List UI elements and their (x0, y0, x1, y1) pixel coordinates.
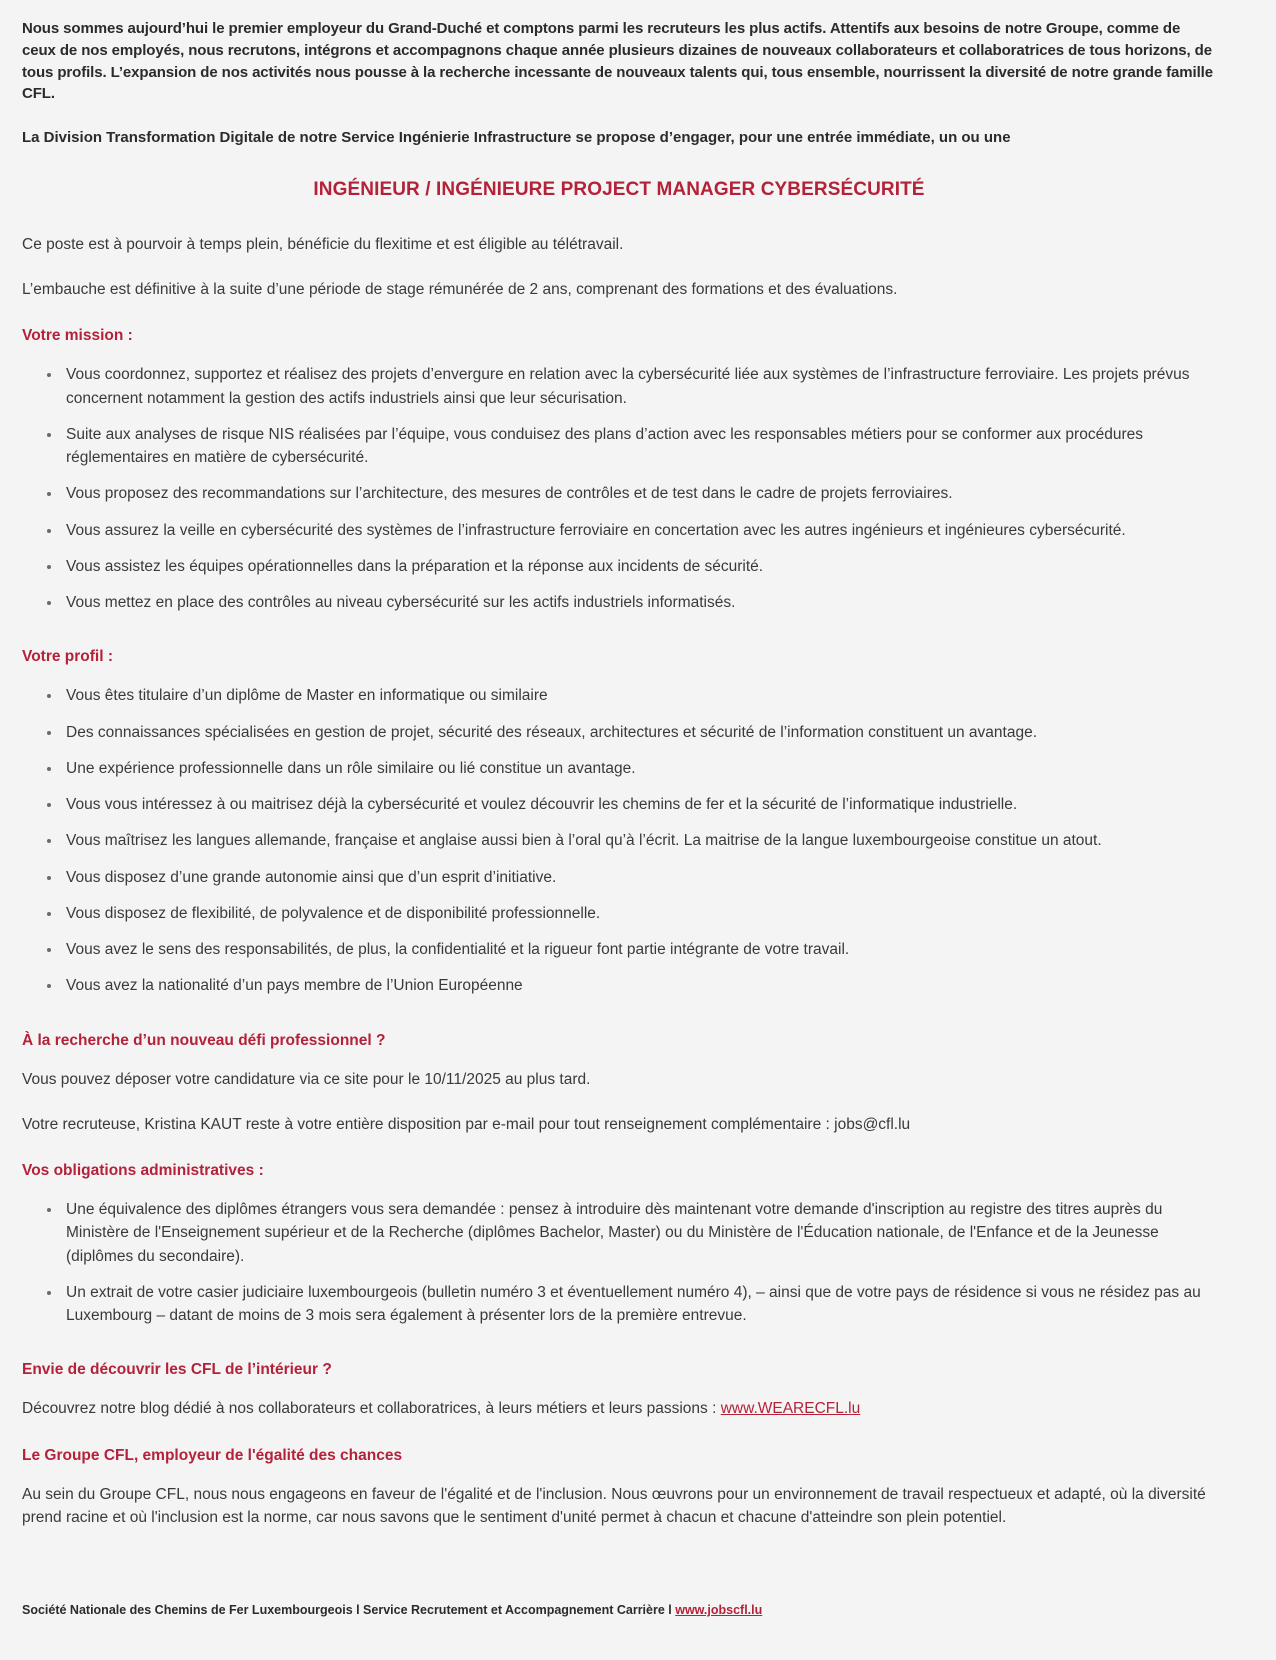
section-heading-profile: Votre profil : (22, 648, 113, 666)
discover-text: Découvrez notre blog dédié à nos collaborateurs et collaboratrices, à leurs métiers et leurs passions : (22, 1400, 721, 1418)
page-title: INGÉNIEUR / INGÉNIEURE PROJECT MANAGER CYBERSÉCURITÉ (313, 178, 925, 200)
list-item: Vous vous intéressez à ou maitrisez déjà la cybersécurité et voulez découvrir les chemins de fer et la sécurité de l’informatique industrielle. (22, 793, 1216, 816)
profile-list (22, 684, 1216, 997)
conditions-paragraph-1: Ce poste est à pourvoir à temps plein, bénéficie du flexitime et est éligible au télétravail. (22, 235, 624, 253)
section-heading-discover: Envie de découvrir les CFL de l’intérieur ? (22, 1361, 332, 1379)
list-item: Vous disposez de flexibilité, de polyvalence et de disponibilité professionnelle. (22, 902, 1216, 925)
document-footer (22, 1585, 1216, 1617)
discover-paragraph (22, 1397, 1216, 1420)
list-item: Une expérience professionnelle dans un rôle similaire ou lié constitue un avantage. (22, 757, 1216, 780)
lead-paragraph: La Division Transformation Digitale de notre Service Ingénierie Infrastructure se propose d’engager, pour une entrée immédiate, un ou une (22, 129, 1011, 146)
intro-paragraph: Nous sommes aujourd’hui le premier employeur du Grand-Duché et comptons parmi les recruteurs les plus actifs. Attentifs aux besoins de notre Groupe, comme de ceux de nos employés, nous recrutons, intégrons et accompagnons chaque année plusieurs dizaines de nouveaux collaborateurs et collaboratrices de tous horizons, de tous profils. L’expansion de nos activités nous pousse à la recherche incessante de nouveaux talents qui, tous ensemble, nourrissent la diversité de notre grande famille CFL. (22, 20, 1213, 103)
list-item: Vous avez la nationalité d’un pays membre de l’Union Européenne (22, 974, 1216, 997)
list-item: Vous assurez la veille en cybersécurité des systèmes de l’infrastructure ferroviaire en concertation avec les autres ingénieurs et ingénieures cybersécurité. (22, 519, 1216, 542)
list-item: Une équivalence des diplômes étrangers vous sera demandée : pensez à introduire dès maintenant votre demande d'inscription au registre des titres auprès du Ministère de l'Enseignement supérieur et de la Recherche (diplômes Bachelor, Master) ou du Ministère de l'Éducation nationale, de l'Enfance et de la Jeunesse (diplômes du secondaire). (22, 1198, 1216, 1268)
list-item: Vous êtes titulaire d’un diplôme de Master en informatique ou similaire (22, 684, 1216, 707)
administrative-list (22, 1198, 1216, 1327)
section-heading-mission: Votre mission : (22, 327, 133, 345)
list-item: Suite aux analyses de risque NIS réalisées par l’équipe, vous conduisez des plans d’action avec les responsables métiers pour se conformer aux procédures réglementaires en matière de cybersécurité. (22, 423, 1216, 470)
list-item: Vous disposez d’une grande autonomie ainsi que d’un esprit d’initiative. (22, 866, 1216, 889)
equality-paragraph: Au sein du Groupe CFL, nous nous engageons en faveur de l'égalité et de l'inclusion. Nous œuvrons pour un environnement de travail respectueux et adapté, où la diversité prend racine et où l'inclusion est la norme, car nous savons que le sentiment d'unité permet à chacun et chacune d'atteindre son plein potentiel. (22, 1485, 1206, 1526)
list-item: Vous avez le sens des responsabilités, de plus, la confidentialité et la rigueur font partie intégrante de votre travail. (22, 938, 1216, 961)
mission-list (22, 363, 1216, 614)
list-item: Vous maîtrisez les langues allemande, française et anglaise aussi bien à l’oral qu’à l’écrit. La maitrise de la langue luxembourgeoise constitue un atout. (22, 829, 1216, 852)
list-item: Des connaissances spécialisées en gestion de projet, sécurité des réseaux, architectures et sécurité de l’information constituent un avantage. (22, 721, 1216, 744)
wearecfl-link[interactable]: www.WEARECFL.lu (720, 1400, 861, 1418)
list-item: Vous mettez en place des contrôles au niveau cybersécurité sur les actifs industriels informatisés. (22, 591, 1216, 614)
jobscfl-link[interactable]: www.jobscfl.lu (675, 1603, 763, 1617)
section-heading-challenge: À la recherche d’un nouveau défi professionnel ? (22, 1031, 386, 1049)
list-item: Vous coordonnez, supportez et réalisez des projets d’envergure en relation avec la cybersécurité liée aux systèmes de l’infrastructure ferroviaire. Les projets prévus concernent notamment la gestion des actifs industriels ainsi que leur sécurisation. (22, 363, 1216, 410)
application-deadline-paragraph: Vous pouvez déposer votre candidature via ce site pour le 10/11/2025 au plus tard. (22, 1070, 591, 1088)
footer-text: Société Nationale des Chemins de Fer Luxembourgeois l Service Recrutement et Accompagnement Carrière l (22, 1603, 676, 1617)
section-heading-administrative: Vos obligations administratives : (22, 1162, 264, 1179)
list-item: Vous proposez des recommandations sur l’architecture, des mesures de contrôles et de test dans le cadre de projets ferroviaires. (22, 482, 1216, 505)
list-item: Un extrait de votre casier judiciaire luxembourgeois (bulletin numéro 3 et éventuellement numéro 4), – ainsi que de votre pays de résidence si vous ne résidez pas au Luxembourg – datant de moins de 3 mois sera également à présenter lors de la première entrevue. (22, 1281, 1216, 1328)
conditions-paragraph-2: L’embauche est définitive à la suite d’une période de stage rémunérée de 2 ans, comprenant des formations et des évaluations. (22, 281, 898, 298)
section-heading-equality: Le Groupe CFL, employeur de l'égalité des chances (22, 1446, 403, 1464)
list-item: Vous assistez les équipes opérationnelles dans la préparation et la réponse aux incidents de sécurité. (22, 555, 1216, 578)
recruiter-contact-paragraph: Votre recruteuse, Kristina KAUT reste à votre entière disposition par e-mail pour tout renseignement complémentaire : jobs@cfl.lu (22, 1115, 911, 1133)
